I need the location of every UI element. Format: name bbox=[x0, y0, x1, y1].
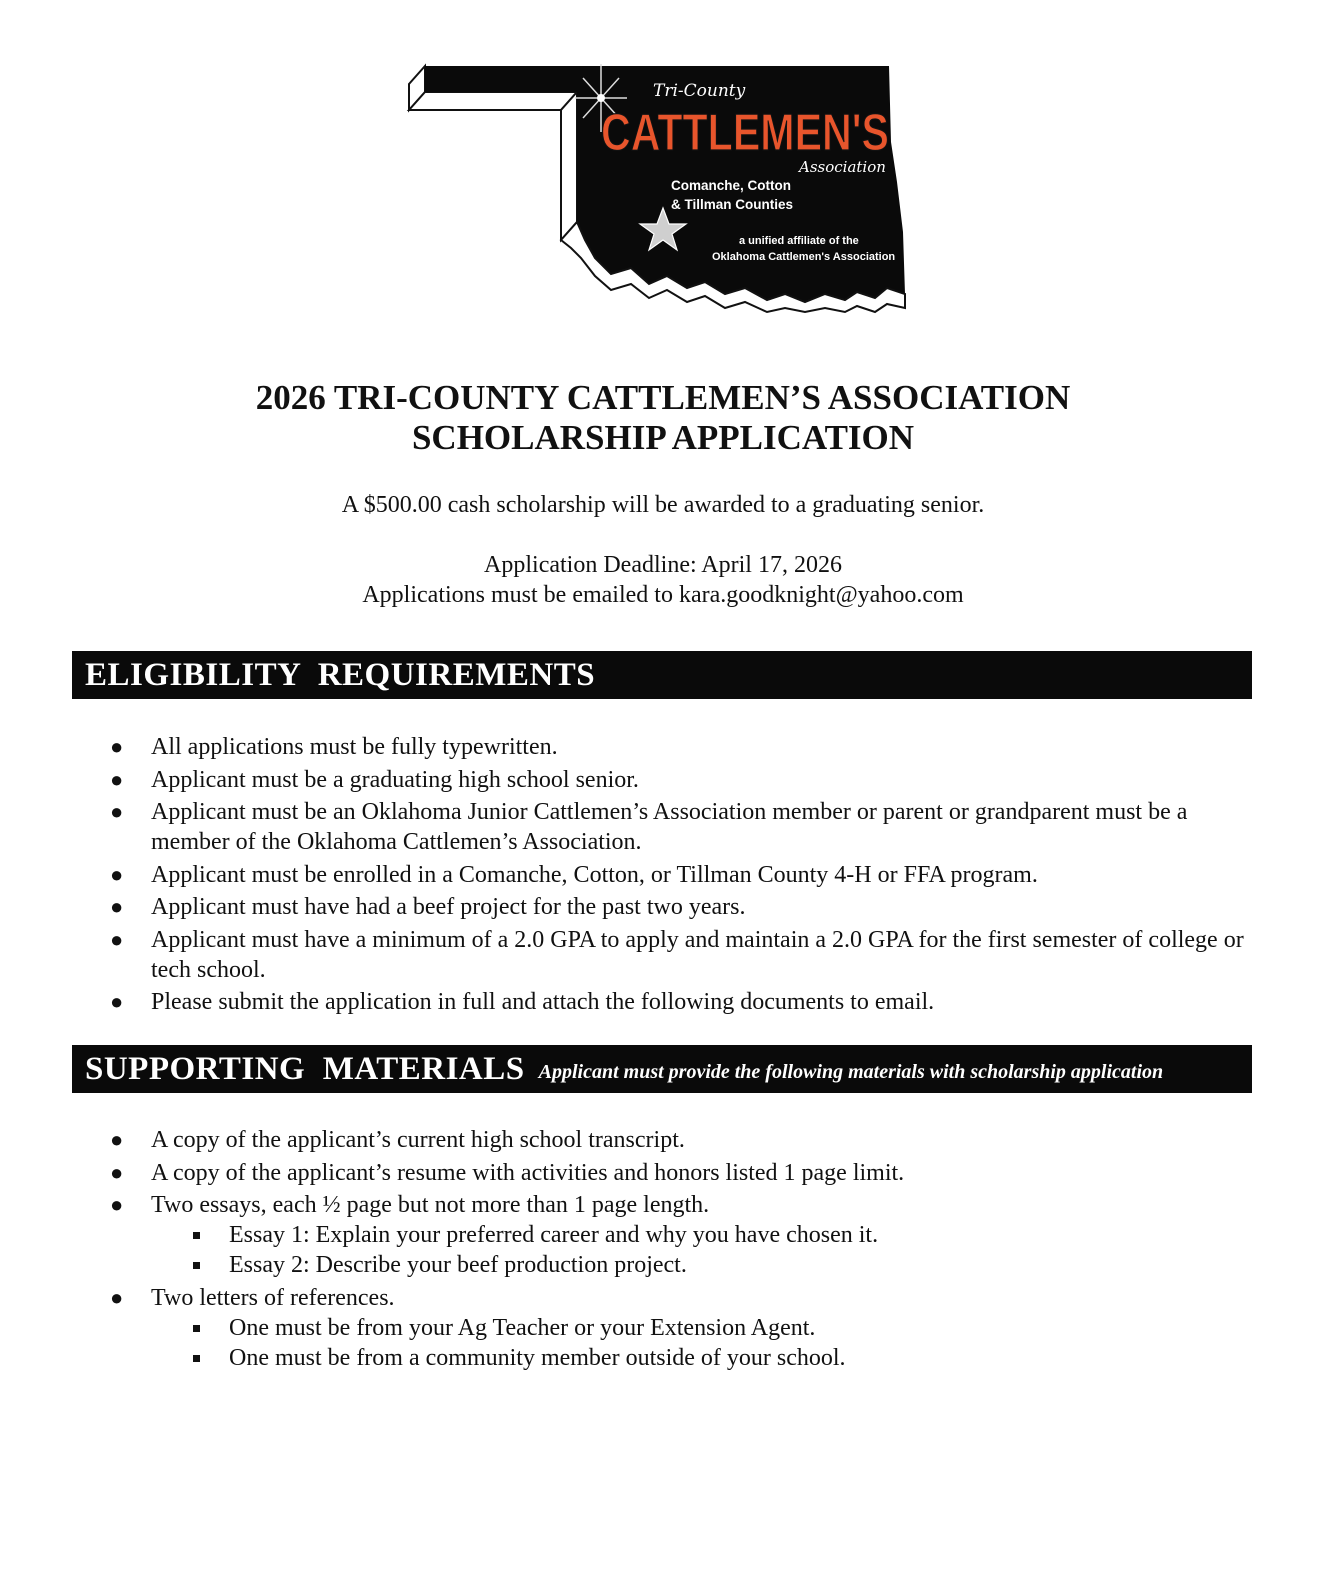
list-item: ● All applications must be fully typewritten. bbox=[110, 734, 558, 760]
bullet-icon: ● bbox=[110, 1127, 124, 1152]
logo-affiliate-line1: a unified affiliate of the bbox=[739, 235, 859, 247]
list-subitem: One must be from a community member outside of your school. bbox=[72, 1343, 1252, 1373]
list-item: ● Applicant must be an Oklahoma Junior Cattlemen’s Association member or parent or grandparent must be a member of the Oklahoma Cattlemen’s Association. bbox=[110, 799, 1188, 855]
supporting-heading: SUPPORTING MATERIALS bbox=[85, 1050, 525, 1087]
list-item: ● A copy of the applicant’s current high school transcript. bbox=[110, 1127, 685, 1153]
supporting-list bbox=[72, 1125, 1252, 1373]
list-subitem: Essay 2: Describe your beef production project. bbox=[72, 1250, 1252, 1280]
page-title-line2: SCHOLARSHIP APPLICATION bbox=[411, 418, 915, 457]
bullet-icon: ● bbox=[110, 766, 124, 792]
square-bullet-icon bbox=[193, 1232, 200, 1239]
list-item: ● Applicant must be enrolled in a Comanche, Cotton, or Tillman County 4-H or FFA program. bbox=[110, 861, 1038, 888]
square-bullet-icon bbox=[193, 1355, 200, 1362]
logo-cattlemens-text: CATTLEMEN'S bbox=[601, 104, 889, 162]
list-item: ● Applicant must have a minimum of a 2.0 GPA to apply and maintain a 2.0 GPA for the first semester of college or tech school. bbox=[110, 926, 1244, 983]
bullet-icon: ● bbox=[110, 861, 124, 887]
logo-affiliate-line2: Oklahoma Cattlemen's Association bbox=[712, 251, 896, 263]
bullet-icon: ● bbox=[110, 1284, 124, 1310]
eligibility-section-header bbox=[72, 651, 1252, 699]
supporting-subheading: Applicant must provide the following materials with scholarship application bbox=[538, 1060, 1164, 1083]
logo-tri-county-text: Tri-County bbox=[653, 81, 746, 101]
list-item: ● Please submit the application in full and attach the following documents to email. bbox=[110, 989, 935, 1015]
application-deadline: Application Deadline: April 17, 2026 bbox=[484, 552, 842, 578]
bullet-icon: ● bbox=[110, 894, 124, 919]
submission-email-line: Applications must be emailed to kara.goodknight@yahoo.com bbox=[362, 582, 964, 608]
logo-counties-line2: & Tillman Counties bbox=[671, 197, 794, 212]
list-item: ● Two letters of references. bbox=[110, 1284, 395, 1311]
list-subitem: One must be from your Ag Teacher or your Extension Agent. bbox=[72, 1313, 1252, 1343]
square-bullet-icon bbox=[193, 1262, 200, 1269]
eligibility-heading: ELIGIBILITY REQUIREMENTS bbox=[85, 656, 596, 693]
list-subitem: Essay 1: Explain your preferred career and why you have chosen it. bbox=[72, 1220, 1252, 1250]
list-item: ● Two essays, each ½ page but not more than 1 page length. bbox=[110, 1192, 710, 1218]
square-bullet-icon bbox=[193, 1325, 200, 1332]
bullet-icon: ● bbox=[110, 1192, 124, 1217]
eligibility-list bbox=[72, 732, 1252, 1017]
list-item: ● Applicant must have had a beef project for the past two years. bbox=[110, 894, 746, 920]
logo-counties-line1: Comanche, Cotton bbox=[671, 178, 791, 193]
list-item: ● A copy of the applicant’s resume with activities and honors listed 1 page limit. bbox=[110, 1159, 905, 1186]
scholarship-intro: A $500.00 cash scholarship will be awarded to a graduating senior. bbox=[341, 492, 985, 518]
bullet-icon: ● bbox=[110, 799, 124, 824]
association-logo bbox=[405, 62, 915, 312]
bullet-icon: ● bbox=[110, 989, 124, 1014]
bullet-icon: ● bbox=[110, 1159, 124, 1185]
logo-association-text: Association bbox=[799, 158, 886, 176]
page-title-line1: 2026 TRI-COUNTY CATTLEMEN’S ASSOCIATION bbox=[255, 378, 1071, 417]
bullet-icon: ● bbox=[110, 926, 124, 952]
list-item: ● Applicant must be a graduating high school senior. bbox=[110, 766, 639, 793]
bullet-icon: ● bbox=[110, 734, 124, 759]
supporting-section-header bbox=[72, 1045, 1252, 1093]
